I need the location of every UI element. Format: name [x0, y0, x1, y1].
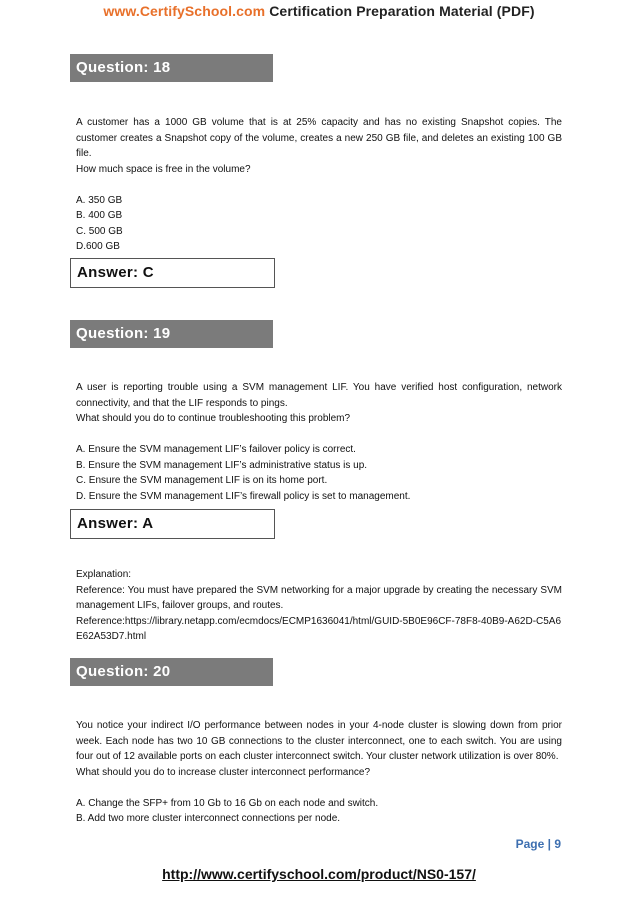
question-18-option-a: A. 350 GB — [76, 194, 123, 206]
question-18-prompt: How much space is free in the volume? — [76, 163, 251, 175]
question-18-option-b: B. 400 GB — [76, 210, 123, 221]
question-18-text — [76, 115, 562, 255]
question-19-body: A user is reporting trouble using a SVM management LIF. You have verified host configuration, network connectivity, and that the LIF responds to pings. — [76, 382, 562, 409]
question-19-text — [76, 380, 562, 504]
question-20-body: You notice your indirect I/O performance between nodes in your 4-node cluster is slowing down from prior week. Each node has two 10 GB connections to the cluster interconnect, one to each switch. You are using four out of 12 available ports on each cluster interconnect switch. Your cluster network utilization is over 80%. — [76, 720, 562, 762]
header-brand-link[interactable]: www.CertifySchool.com — [103, 3, 266, 19]
page-header — [0, 3, 638, 19]
question-19-heading: Question: 19 — [70, 320, 273, 348]
question-20-text — [76, 718, 562, 827]
explanation-label: Explanation: — [76, 569, 132, 580]
question-19-option-d: D. Ensure the SVM management LIF’s firewall policy is set to management. — [76, 490, 411, 502]
question-19-option-a: A. Ensure the SVM management LIF’s failover policy is correct. — [76, 444, 356, 455]
explanation-text: Reference: You must have prepared the SVM networking for a major upgrade by creating the necessary SVM management LIFs, failover groups, and routes. — [76, 584, 562, 611]
question-19-option-b: B. Ensure the SVM management LIF’s administrative status is up. — [76, 459, 368, 471]
question-19-option-c: C. Ensure the SVM management LIF is on its home port. — [76, 475, 328, 486]
page-number: Page | 9 — [515, 837, 561, 851]
footer-url-link[interactable]: http://www.certifyschool.com/product/NS0-157/ — [162, 866, 476, 882]
question-18-heading: Question: 18 — [70, 54, 273, 82]
question-20-heading: Question: 20 — [70, 658, 273, 686]
question-18-option-c: C. 500 GB — [76, 225, 123, 237]
question-18-body: A customer has a 1000 GB volume that is at 25% capacity and has no existing Snapshot copies. The customer creates a Snapshot copy of the volume, creates a new 250 GB file, and deletes an existing 100 GB file. — [76, 117, 562, 159]
question-20-option-b: B. Add two more cluster interconnect connections per node. — [76, 813, 341, 824]
question-19-prompt: What should you do to continue troubleshooting this problem? — [76, 413, 351, 424]
question-18-answer: Answer: C — [70, 258, 275, 288]
question-19-answer: Answer: A — [70, 509, 275, 539]
header-title: Certification Preparation Material (PDF) — [265, 3, 535, 19]
question-20-option-a: A. Change the SFP+ from 10 Gb to 16 Gb on each node and switch. — [76, 797, 379, 809]
question-20-prompt: What should you do to increase cluster interconnect performance? — [76, 766, 371, 778]
reference-url[interactable]: Reference:https://library.netapp.com/ecmdocs/ECMP1636041/html/GUID-5B0E96CF-78F8-40B9-A62D-C5A6E62A53D7.html — [76, 615, 562, 642]
question-18-option-d: D.600 GB — [76, 241, 120, 252]
question-19-explanation — [76, 567, 562, 645]
